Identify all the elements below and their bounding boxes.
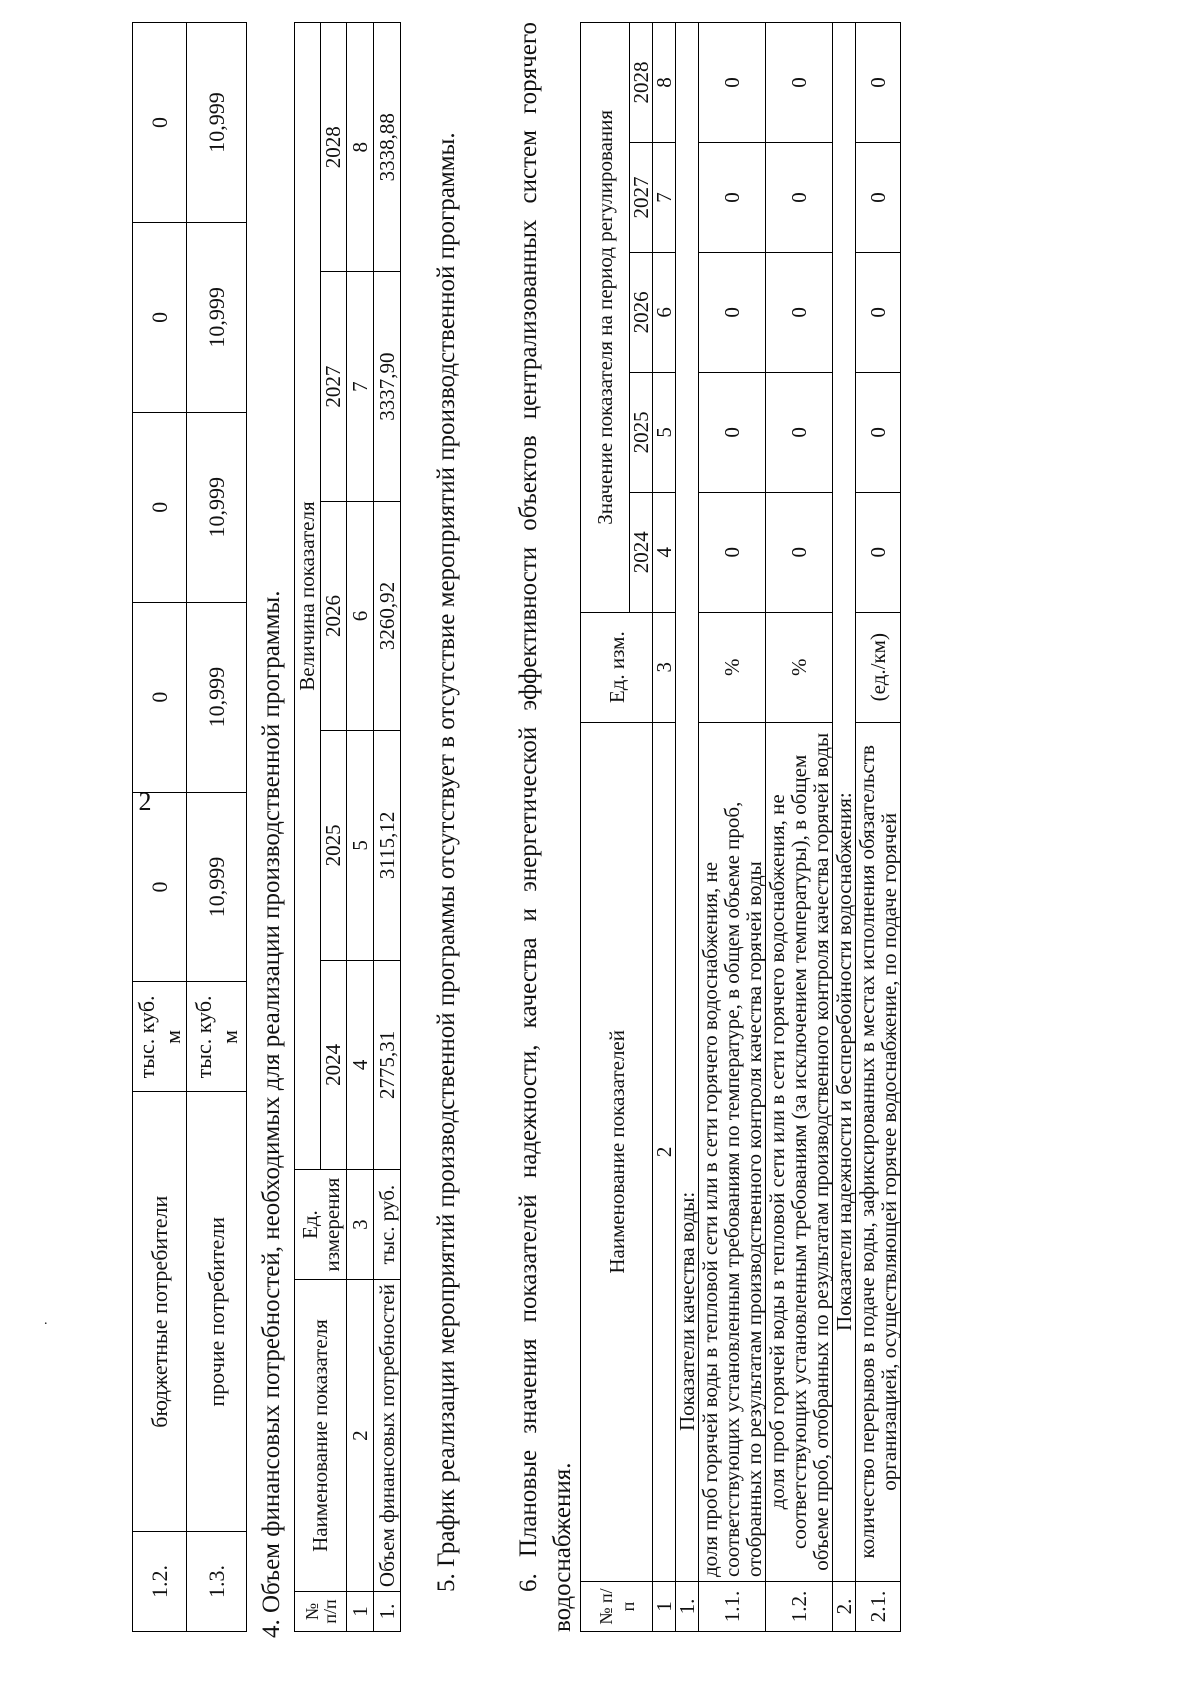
value-cell: 0	[133, 412, 187, 602]
table-section-row	[676, 23, 699, 1632]
header-year: 2024	[321, 960, 347, 1169]
header-group: Величина показателя	[295, 23, 321, 1170]
table-row	[856, 23, 901, 1632]
value-cell: 10,999	[187, 23, 247, 223]
value-cell: 0	[766, 23, 833, 143]
value-cell: 0	[133, 23, 187, 223]
row-name: бюджетные потребители	[133, 1092, 187, 1532]
row-name: доля проб горячей воды в тепловой сети или в сети горячего водоснабжения, не соответствующих установленным требованиям (за исключением температуры), в общем объеме проб, отобранных по результатам производственного контроля качества горячей воды	[766, 722, 833, 1581]
index-cell: 3	[653, 612, 676, 722]
table-row	[699, 23, 766, 1632]
index-cell: 6	[347, 501, 374, 730]
table-index-row	[653, 23, 676, 1632]
value-cell: 0	[699, 252, 766, 372]
row-number: 1.3.	[187, 1532, 247, 1632]
table-row	[133, 23, 187, 1632]
table-row	[187, 23, 247, 1632]
section-6-heading: 6. Плановые значения показателей надежности, качества и энергетической эффективности объектов централизованных систем горячего водоснабжения.	[515, 22, 576, 1632]
row-unit: %	[699, 612, 766, 722]
index-cell: 3	[347, 1170, 374, 1280]
index-cell: 2	[653, 722, 676, 1581]
value-cell: 10,999	[187, 602, 247, 792]
header-year: 2026	[630, 252, 653, 372]
row-number: 2.	[833, 1582, 856, 1632]
header-name: Наименование показателя	[295, 1280, 347, 1592]
row-number: 1.2.	[766, 1582, 833, 1632]
table-index-row	[347, 23, 374, 1632]
row-unit: тыс. руб.	[374, 1170, 401, 1280]
header-group: Значение показателя на период регулирования	[581, 23, 630, 613]
value-cell: 0	[856, 372, 901, 492]
index-cell: 4	[347, 960, 374, 1169]
value-cell: 2775,31	[374, 960, 401, 1169]
document-page	[130, 22, 1140, 1638]
row-number: 1.	[374, 1592, 401, 1632]
row-number: 2.1.	[856, 1582, 901, 1632]
value-cell: 3115,12	[374, 731, 401, 960]
value-cell: 10,999	[187, 792, 247, 982]
header-year: 2027	[321, 272, 347, 501]
value-cell: 0	[856, 492, 901, 612]
value-cell: 0	[856, 143, 901, 253]
row-name: прочие потребители	[187, 1092, 247, 1532]
section-title: Показатели надежности и бесперебойности водоснабжения:	[833, 23, 856, 1582]
header-year: 2026	[321, 501, 347, 730]
page-number: 2	[138, 787, 152, 816]
row-unit: %	[766, 612, 833, 722]
table-row	[374, 23, 401, 1632]
index-cell: 7	[347, 272, 374, 501]
header-number: № п/п	[295, 1592, 347, 1632]
value-cell: 0	[699, 143, 766, 253]
table-header-row	[295, 23, 321, 1632]
header-unit: Ед. изм.	[581, 612, 653, 722]
header-name: Наименование показателей	[581, 722, 653, 1581]
section-4-heading: 4. Объем финансовых потребностей, необходимых для реализации производственной программы.	[258, 590, 285, 1638]
value-cell: 0	[699, 492, 766, 612]
row-name: количество перерывов в подаче воды, зафиксированных в местах исполнения обязательств организацией, осуществляющей горячее водоснабжение, по подаче горячей	[856, 722, 901, 1581]
value-cell: 3260,92	[374, 501, 401, 730]
index-cell: 5	[653, 372, 676, 492]
header-year: 2024	[630, 492, 653, 612]
indicators-table	[580, 22, 901, 1632]
value-cell: 0	[766, 143, 833, 253]
row-name: Объем финансовых потребностей	[374, 1280, 401, 1592]
index-cell: 1	[347, 1592, 374, 1632]
row-unit: (ед./км)	[856, 612, 901, 722]
row-name: доля проб горячей воды в тепловой сети или в сети горячего водоснабжения, не соответствующих установленным требованиям по температуре, в общем объеме проб, отобранных по результатам производственного контроля качества горячей воды	[699, 722, 766, 1581]
value-cell: 0	[133, 602, 187, 792]
index-cell: 8	[347, 23, 374, 272]
index-cell: 5	[347, 731, 374, 960]
stray-mark: .	[44, 1313, 48, 1328]
index-cell: 2	[347, 1280, 374, 1592]
row-number: 1.	[676, 1582, 699, 1632]
value-cell: 0	[766, 372, 833, 492]
value-cell: 0	[766, 492, 833, 612]
index-cell: 8	[653, 23, 676, 143]
value-cell: 10,999	[187, 222, 247, 412]
index-cell: 6	[653, 252, 676, 372]
row-unit: тыс. куб. м	[187, 982, 247, 1092]
value-cell: 0	[766, 252, 833, 372]
value-cell: 0	[856, 252, 901, 372]
consumption-table	[132, 22, 247, 1632]
section-5-text: 5. График реализации мероприятий производственной программы отсутствует в отсутствие мероприятий производственной программы.	[433, 132, 460, 1592]
value-cell: 3337,90	[374, 272, 401, 501]
header-year: 2025	[321, 731, 347, 960]
value-cell: 0	[133, 222, 187, 412]
value-cell: 3338,88	[374, 23, 401, 272]
header-year: 2025	[630, 372, 653, 492]
value-cell: 0	[133, 792, 187, 982]
value-cell: 10,999	[187, 412, 247, 602]
header-unit: Ед. измерения	[295, 1170, 347, 1280]
header-number: № п/п	[581, 1582, 653, 1632]
value-cell: 0	[699, 23, 766, 143]
row-number: 1.2.	[133, 1532, 187, 1632]
index-cell: 4	[653, 492, 676, 612]
index-cell: 1	[653, 1582, 676, 1632]
section-title: Показатели качества воды:	[676, 23, 699, 1582]
index-cell: 7	[653, 143, 676, 253]
table-header-row	[581, 23, 630, 1632]
row-unit: тыс. куб. м	[133, 982, 187, 1092]
header-year: 2028	[630, 23, 653, 143]
header-year: 2028	[321, 23, 347, 272]
table-row	[766, 23, 833, 1632]
row-number: 1.1.	[699, 1582, 766, 1632]
header-year: 2027	[630, 143, 653, 253]
finance-table	[294, 22, 401, 1632]
value-cell: 0	[699, 372, 766, 492]
table-section-row	[833, 23, 856, 1632]
value-cell: 0	[856, 23, 901, 143]
